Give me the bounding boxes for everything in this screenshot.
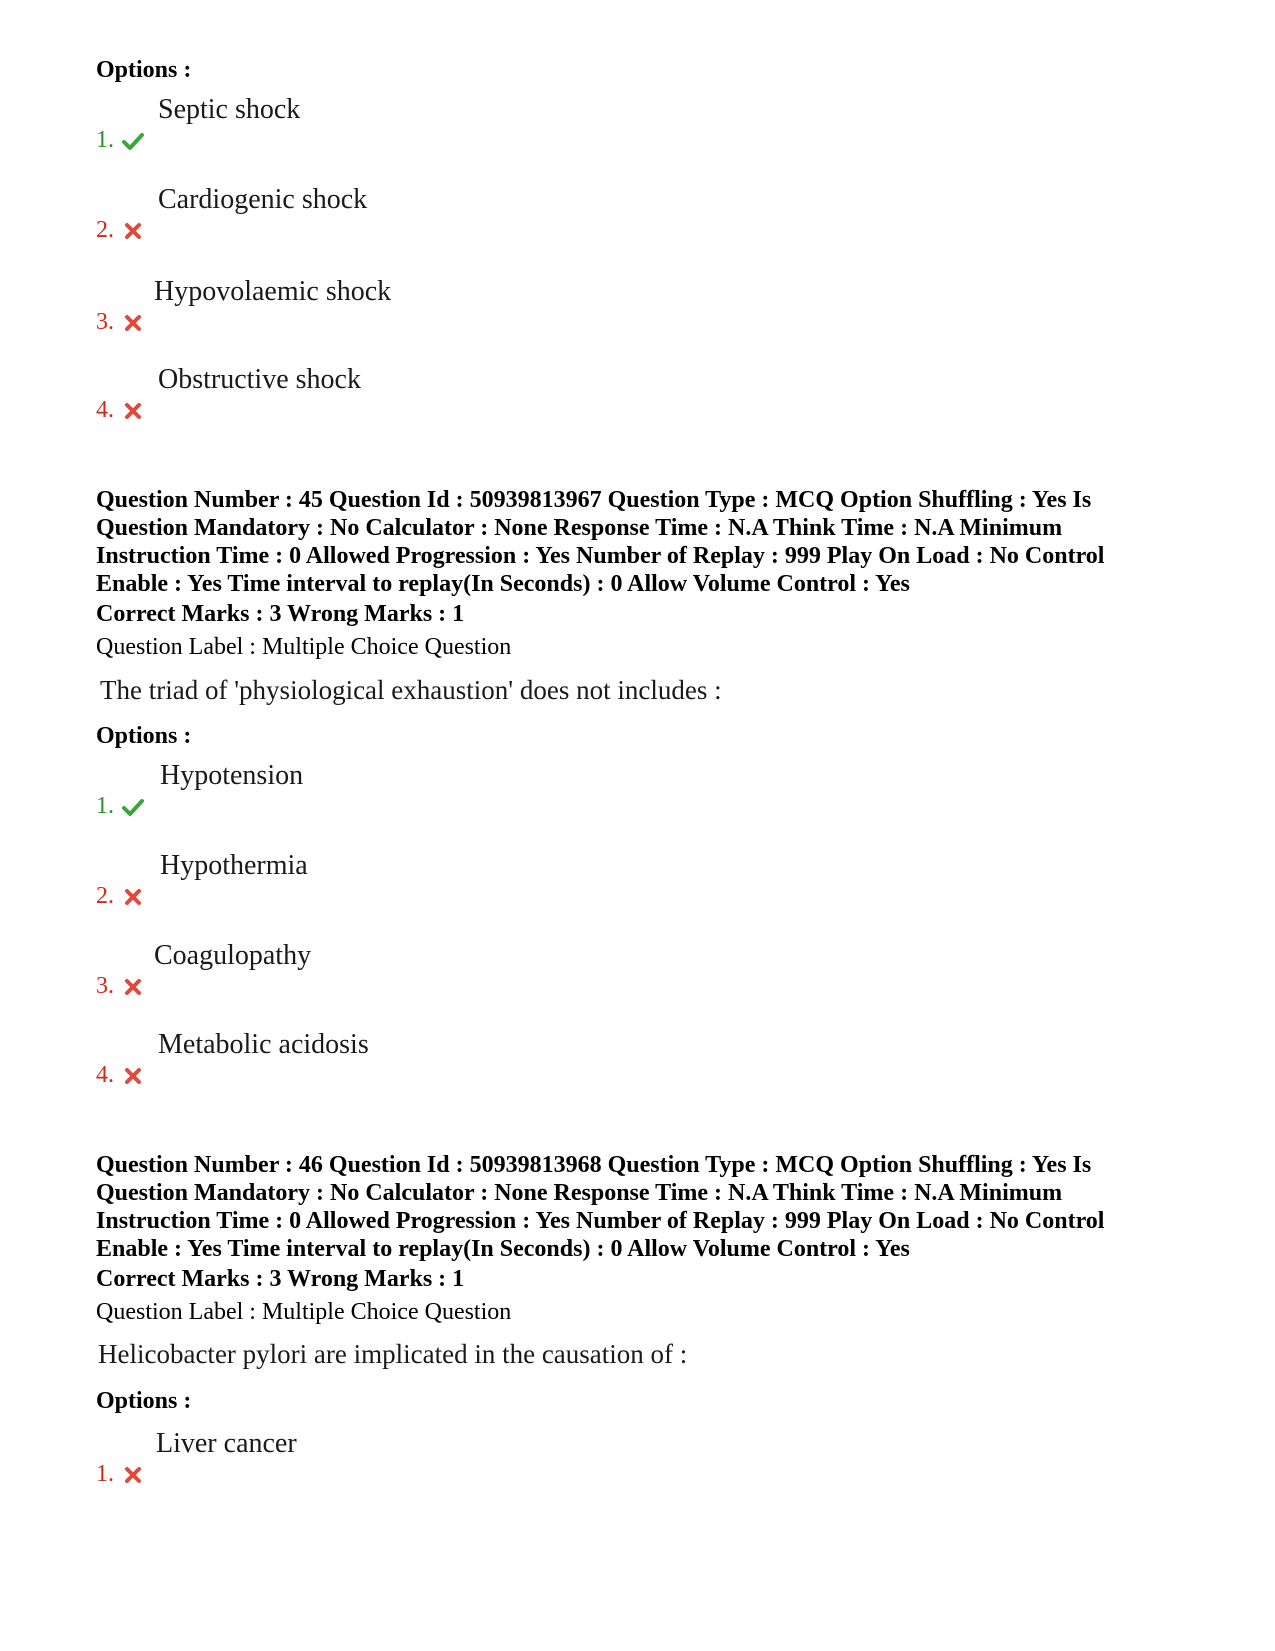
meta-line: Question Number : 46 Question Id : 50939813968 Question Type : MCQ Option Shuffling : Yes Is bbox=[96, 1152, 1092, 1178]
cross-icon bbox=[122, 976, 144, 998]
meta-line: Instruction Time : 0 Allowed Progression : Yes Number of Replay : 999 Play On Load : No Control bbox=[96, 1208, 1105, 1234]
question-meta bbox=[96, 1151, 1196, 1263]
meta-line: Question Number : 45 Question Id : 50939813967 Question Type : MCQ Option Shuffling : Yes Is bbox=[96, 487, 1092, 513]
option-text: Obstructive shock bbox=[158, 364, 361, 395]
option-text: Cardiogenic shock bbox=[158, 184, 368, 215]
question-text: The triad of 'physiological exhaustion' does not includes : bbox=[100, 675, 722, 705]
option-2 bbox=[96, 850, 796, 910]
option-text: Metabolic acidosis bbox=[158, 1029, 369, 1060]
option-text: Septic shock bbox=[158, 94, 301, 125]
question-label: Question Label : Multiple Choice Question bbox=[96, 1299, 512, 1325]
option-number: 1. bbox=[96, 127, 114, 153]
option-1 bbox=[96, 760, 796, 820]
marks-line: Correct Marks : 3 Wrong Marks : 1 bbox=[96, 601, 465, 627]
meta-line: Question Mandatory : No Calculator : None Response Time : N.A Think Time : N.A Minimum bbox=[96, 515, 1063, 541]
option-text: Hypothermia bbox=[160, 850, 308, 881]
option-number: 1. bbox=[96, 793, 114, 819]
option-3 bbox=[96, 276, 796, 336]
meta-line: Enable : Yes Time interval to replay(In Seconds) : 0 Allow Volume Control : Yes bbox=[96, 571, 910, 597]
meta-line: Enable : Yes Time interval to replay(In Seconds) : 0 Allow Volume Control : Yes bbox=[96, 1236, 910, 1262]
option-number: 1. bbox=[96, 1461, 114, 1487]
cross-icon bbox=[122, 1464, 144, 1486]
option-4 bbox=[96, 1029, 796, 1089]
marks-line: Correct Marks : 3 Wrong Marks : 1 bbox=[96, 1266, 465, 1292]
question-meta bbox=[96, 486, 1196, 598]
option-text: Coagulopathy bbox=[154, 940, 312, 971]
option-number: 4. bbox=[96, 397, 114, 423]
option-number: 3. bbox=[96, 309, 114, 335]
option-number: 3. bbox=[96, 973, 114, 999]
option-number: 2. bbox=[96, 217, 114, 243]
cross-icon bbox=[122, 220, 144, 242]
option-text: Hypovolaemic shock bbox=[154, 276, 392, 307]
option-number: 2. bbox=[96, 883, 114, 909]
option-text: Hypotension bbox=[160, 760, 304, 791]
options-heading: Options : bbox=[96, 723, 192, 749]
cross-icon bbox=[122, 400, 144, 422]
question-label: Question Label : Multiple Choice Question bbox=[96, 634, 512, 660]
options-heading: Options : bbox=[96, 57, 192, 83]
question-text: Helicobacter pylori are implicated in the causation of : bbox=[98, 1339, 688, 1369]
cross-icon bbox=[122, 886, 144, 908]
check-icon bbox=[122, 796, 144, 818]
check-icon bbox=[122, 130, 144, 152]
option-number: 4. bbox=[96, 1062, 114, 1088]
option-text: Liver cancer bbox=[156, 1428, 297, 1459]
option-3 bbox=[96, 940, 796, 1000]
cross-icon bbox=[122, 312, 144, 334]
cross-icon bbox=[122, 1065, 144, 1087]
meta-line: Instruction Time : 0 Allowed Progression : Yes Number of Replay : 999 Play On Load : No Control bbox=[96, 543, 1105, 569]
options-heading: Options : bbox=[96, 1388, 192, 1414]
option-2 bbox=[96, 184, 796, 244]
option-4 bbox=[96, 364, 796, 424]
option-1 bbox=[96, 1428, 796, 1488]
option-1 bbox=[96, 94, 796, 154]
meta-line: Question Mandatory : No Calculator : None Response Time : N.A Think Time : N.A Minimum bbox=[96, 1180, 1063, 1206]
